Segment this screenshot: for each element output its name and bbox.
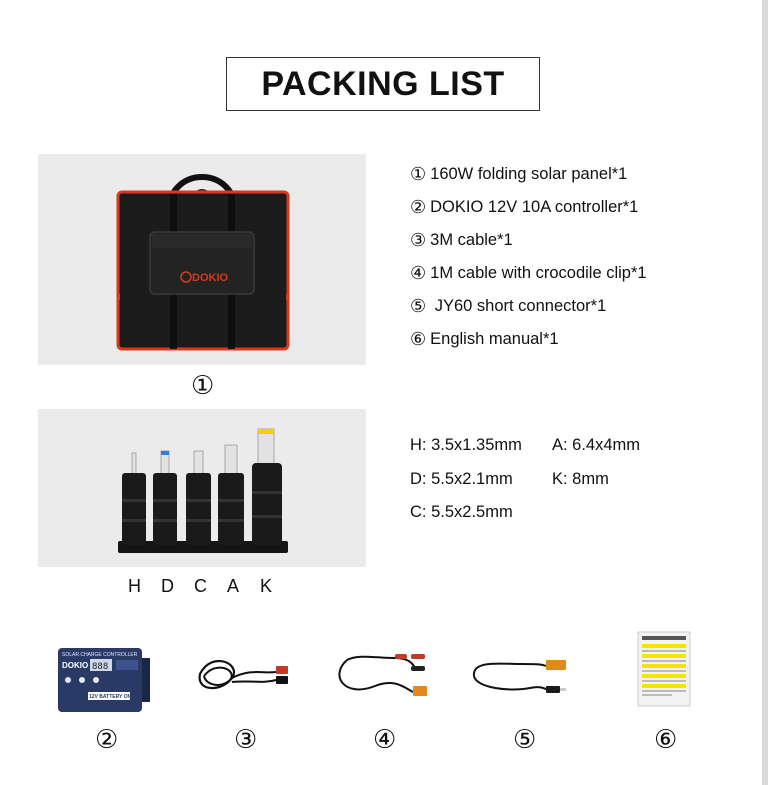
spec-k: K: 8mm (552, 470, 609, 488)
spec-a: A: 6.4x4mm (552, 436, 641, 454)
spec-c: C: 5.5x2.5mm (410, 503, 513, 521)
list-item: ① 160W folding solar panel*1 (410, 164, 628, 185)
list-item: ⑤ JY60 short connector*1 (410, 296, 607, 317)
connector-letter: D (161, 576, 174, 596)
caption-4: ④ (373, 725, 397, 755)
caption-3: ③ (234, 725, 258, 755)
caption-2: ② (95, 725, 119, 755)
connector-letter: K (260, 576, 273, 596)
crocodile-clip-cable-image (335, 650, 435, 700)
bag-logo-text: DOKIO (192, 272, 229, 284)
jy60-connector-image (470, 654, 570, 698)
controller-footer: 12V BATTERY ONLY (89, 694, 138, 700)
packing-item-list (410, 158, 647, 356)
caption-1: ① (191, 371, 215, 401)
dc-connectors-image (38, 409, 366, 567)
title-box (226, 57, 540, 111)
spec-h: H: 3.5x1.35mm (410, 436, 522, 454)
list-item: ⑥ English manual*1 (410, 329, 559, 350)
controller-display: 888 (92, 662, 109, 672)
solar-bag-photo-panel (38, 154, 366, 365)
list-item: ② DOKIO 12V 10A controller*1 (410, 197, 639, 218)
english-manual-image (634, 628, 696, 708)
spec-d: D: 5.5x2.1mm (410, 470, 513, 488)
connector-letter: A (227, 576, 240, 596)
controller-image (58, 646, 152, 716)
page-edge (762, 0, 768, 785)
list-item: ③ 3M cable*1 (410, 230, 513, 251)
page-title: PACKING LIST (261, 64, 505, 103)
solar-bag-image (38, 154, 366, 365)
connectors-photo-panel (38, 409, 366, 567)
connector-letter: C (194, 576, 207, 596)
caption-5: ⑤ (513, 725, 537, 755)
list-item: ④ 1M cable with crocodile clip*1 (410, 263, 647, 284)
connector-letter: H (128, 576, 141, 596)
cable-3m-image (192, 654, 302, 704)
controller-header: SOLAR CHARGE CONTROLLER (62, 652, 138, 658)
controller-brand: DOKIO (62, 661, 89, 670)
caption-6: ⑥ (654, 725, 678, 755)
connector-letters (128, 576, 293, 597)
